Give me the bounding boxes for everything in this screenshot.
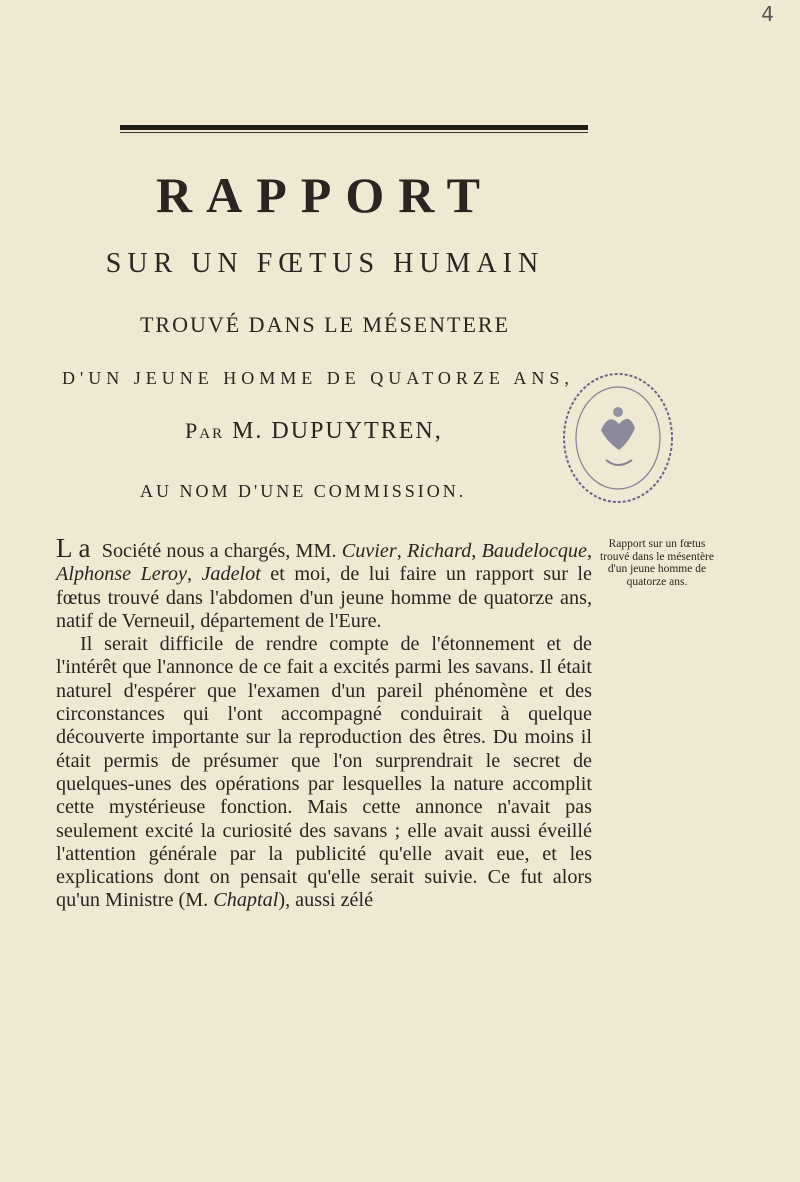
page-number-mark: 4 [761, 2, 774, 26]
author-name: M. DUPUYTREN, [232, 418, 443, 444]
name-jadelot: Jadelot [201, 563, 261, 586]
name-alphonse-leroy: Alphonse Leroy [56, 563, 187, 586]
body-text [56, 533, 593, 913]
header-rule-thin [120, 132, 588, 133]
name-richard: Richard [407, 540, 472, 562]
paragraph-1: La Société nous a chargés, MM. Cuvier, Richard, Baudelocque, Alphonse Leroy, Jadelot et moi, de lui faire un rapport sur le fœtus trouvé dans l'abdomen d'un jeune homme de quatorze ans, natif de Verneuil, département de l'Eure. [56, 533, 593, 632]
paragraph-2: Il serait difficile de rendre compte de l'étonnement et de l'intérêt que l'annonce de ce fait a excités parmi les savans. Il était naturel d'espérer que l'examen d'un pareil phénomène et des circonstances qui l'ont accompagné conduirait à quelque découverte importante sur la reproduction des êtres. Du moins il était permis de présumer que l'on surprendrait le secret de quelques-unes des opérations par lesquelles la nature accomplit cette mystérieuse fonction. Mais cette annonce n'avait pas seulement excité la curiosité des savans ; elle avait aussi éveillé l'attention générale par la publicité qu'elle avait eue, et les explications dont on pensait qu'elle serait suivie. Ce fut alors qu'un Ministre (M. Chaptal), aussi zélé [56, 633, 592, 912]
author-prefix: Par [185, 418, 225, 443]
heading-line-4: D'UN JEUNE HOMME DE QUATORZE ANS, [62, 368, 574, 388]
author-line [185, 418, 443, 445]
document-subtitle: SUR UN FŒTUS HUMAIN [105, 248, 545, 279]
name-cuvier: Cuvier [341, 540, 397, 562]
header-rule [120, 125, 588, 130]
name-chaptal: Chaptal [213, 889, 279, 912]
heading-line-6: AU NOM D'UNE COMMISSION. [140, 481, 467, 501]
name-baudelocque: Baudelocque [481, 540, 587, 562]
document-title: RAPPORT [156, 167, 494, 223]
margin-note: Rapport sur un fœtus trouvé dans le mésentère d'un jeune homme de quatorze ans. [600, 538, 714, 588]
library-stamp-icon [556, 370, 674, 506]
heading-line-3: TROUVÉ DANS LE MÉSENTERE [139, 312, 511, 337]
drop-cap: La [56, 533, 97, 563]
